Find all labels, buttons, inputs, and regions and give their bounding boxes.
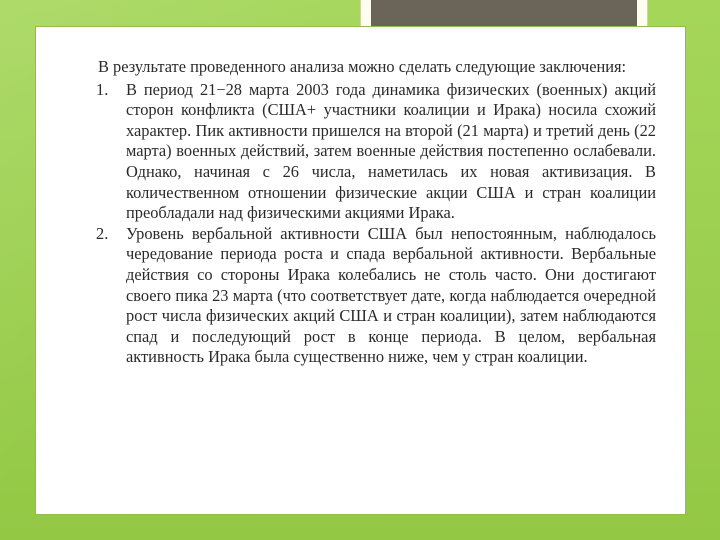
document-intro: В результате проведенного анализа можно сделать следующие заключения: (98, 57, 627, 76)
list-item-number: 1. (96, 79, 109, 99)
slide-content-frame (35, 26, 686, 515)
list-item-text: Уровень вербальной активности США был непостоянным, наблюдалось чередование периода роста и спада вербальной активности. Вербальные действия со стороны Ирака колебались не столь часто. Они достигают своего пика 23 марта (что соответствует дате, когда наблюдается очередной рост числа физических акций США и стран коалиции), затем наблюдаются спад и последующий рост в конце периода. В целом, вербальная активность Ирака была существенно ниже, чем у стран коалиции. (126, 223, 656, 367)
scanned-document-text (96, 57, 656, 368)
list-item (96, 224, 656, 368)
list-item-text: В период 21−28 марта 2003 года динамика физических (военных) акций сторон конфликта (США+ участники коалиции и Ирака) носила схожий характер. Пик активности пришелся на второй (21 марта) и третий день (22 марта) военных действий, затем военные действия постепенно ослабевали. Однако, начиная с 26 числа, наметилась их новая активизация. В количественном отношении физические акции США и стран коалиции преобладали над физическими акциями Ирака. (126, 79, 656, 223)
list-item-number: 2. (96, 223, 109, 243)
list-item (96, 80, 656, 224)
